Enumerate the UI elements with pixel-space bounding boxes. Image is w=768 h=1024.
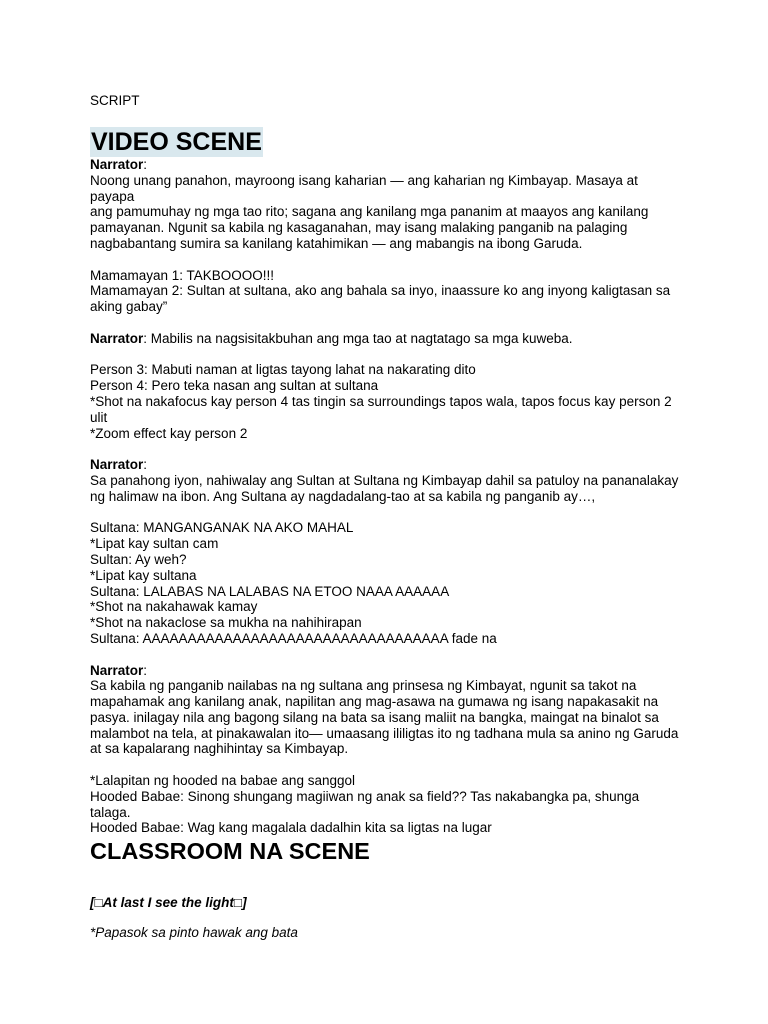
narrator-line-4 — [90, 663, 680, 679]
song-line: [□At last I see the light□] — [90, 895, 247, 911]
persons-dialogue: Person 3: Mabuti naman at ligtas tayong lahat na nakarating dito Person 4: Pero teka nasan ang sultan at sultana *Shot na nakafocus kay person 4 tas tingin sa surroundings tapos wala, tapos focus kay person 2 ulit *Zoom effect kay person 2 — [90, 362, 672, 441]
narrator-4-paragraph: Sa kabila ng panganib nailabas na ng sultana ang prinsesa ng Kimbayat, ngunit sa takot na mapahamak ang kanilang anak, napilitan ang mag-asawa na gumawa ng isang napakasakit na pasya. inilagay nila ang bagong silang na bata sa isang maliit na bangka, maingat na binalot sa malambot na tela, at pinakawalan ito— umaasang ililigtas ito ng tadhana mula sa anino ng Garuda at sa kapalarang naghihintay sa Kimbayap. — [90, 678, 679, 757]
narrator-3-paragraph: Sa panahong iyon, nahiwalay ang Sultan at Sultana ng Kimbayap dahil sa patuloy na pananalakay ng halimaw na ibon. Ang Sultana ay nagdadalang-tao at sa kabila ng panganib ay…, — [90, 472, 679, 504]
narrator-label: Narrator — [90, 330, 144, 346]
video-scene-heading: VIDEO SCENE — [91, 128, 262, 156]
hooded-dialogue: *Lalapitan ng hooded na babae ang sanggol Hooded Babae: Sinong shungang magiiwan ng anak sa field?? Tas nakabangka pa, shunga talaga. Hooded Babae: Wag kang magalala dadalhin kita sa ligtas na lugar — [90, 773, 640, 836]
script-label: SCRIPT — [90, 93, 140, 108]
narrator-colon: : — [143, 457, 148, 473]
narrator-line-2 — [90, 331, 680, 347]
narrator-label: Narrator — [90, 457, 144, 473]
narrator-label: Narrator — [90, 157, 144, 172]
narrator-colon: : — [143, 157, 148, 172]
song-stage-direction: *Papasok sa pinto hawak ang bata — [90, 924, 298, 940]
narrator-colon: : — [143, 662, 148, 678]
intro-paragraph: Noong unang panahon, mayroong isang kaharian — ang kaharian ng Kimbayap. Masaya at payapa ang pamumuhay ng mga tao rito; sagana ang kanilang mga pananim at maayos ang kanilang pamayanan. Ngunit sa kabila ng kasaganahan, may isang malaking panganib na palaging nagbabantang sumira sa kanilang katahimikan — ang mabangis na ibong Garuda. — [90, 172, 649, 251]
narrator-line-1 — [90, 157, 680, 173]
mamamayan-dialogue: Mamamayan 1: TAKBOOOO!!! Mamamayan 2: Sultan at sultana, ako ang bahala sa inyo, inaassure ko ang inyong kaligtasan sa aking gabay” — [90, 267, 671, 315]
narrator-2-text: : Mabilis na nagsisitakbuhan ang mga tao at nagtatago sa mga kuweba. — [143, 330, 573, 346]
narrator-label: Narrator — [90, 662, 144, 678]
narrator-line-3 — [90, 457, 680, 473]
sultana-dialogue: Sultana: MANGANGANAK NA AKO MAHAL *Lipat kay sultan cam Sultan: Ay weh? *Lipat kay sultana Sultana: LALABAS NA LALABAS NA ETOO NAAA AAAAAA *Shot na nakahawak kamay *Shot na nakaclose sa mukha na nahihirapan Sultana: AAAAAAAAAAAAAAAAAAAAAAAAAAAAAAAAAA fade na — [90, 520, 497, 646]
document-page — [90, 93, 680, 954]
classroom-scene-heading: CLASSROOM NA SCENE — [90, 838, 370, 865]
